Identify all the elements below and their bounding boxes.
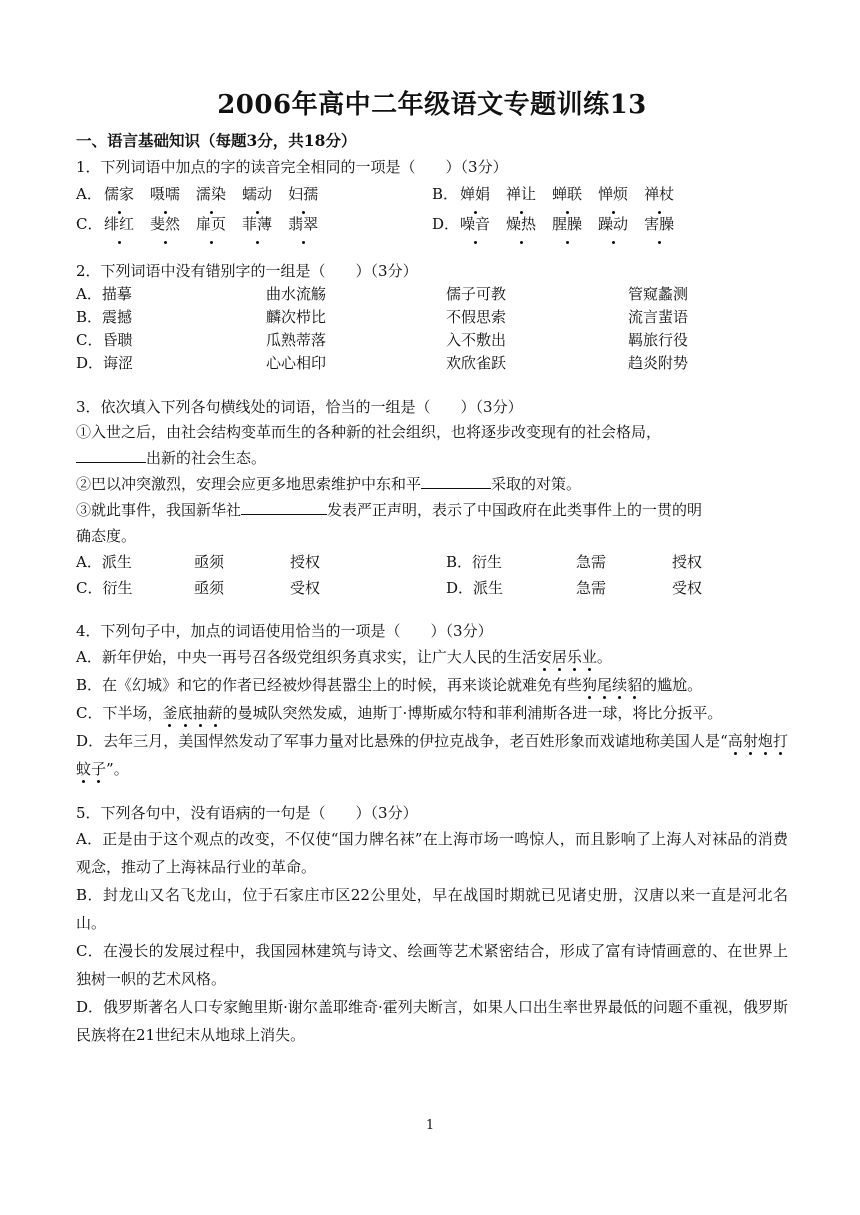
q2-cell: 管窥蠡测 (628, 285, 689, 303)
q1-a-word: 蠕动 (242, 179, 272, 209)
q1-option-d (432, 209, 788, 239)
q3-sentence-3 (76, 497, 788, 549)
q1-a-word: 妇孺 (288, 179, 318, 209)
spacer (76, 783, 788, 801)
q2-cell: 流言蜚语 (628, 308, 689, 326)
q1-options-ab (76, 179, 788, 209)
dotted-char: 蚊 (76, 760, 92, 778)
q3-cell: 急需 (576, 553, 607, 571)
q5-option-b: B．封龙山又名飞龙山，位于石家庄市区22公里处，早在战国时期就已见诸史册，汉唐以来一直是河北名山。 (76, 886, 788, 932)
document-title: 2006年高中二年级语文专题训练13 (217, 90, 647, 120)
q1-b-word: 婵娟 (460, 179, 490, 209)
q1-b-word: 蝉联 (552, 179, 582, 209)
q4-c-tail: 的曼城队突然发威，迪斯丁·博斯威尔特和菲利浦斯各进一球，将比分扳平。 (222, 704, 723, 722)
q4-a-text: A．新年伊始，中央一再号召各级党组织务真求实，让广大人民的生活 (76, 648, 537, 666)
q4-b-dotted (582, 676, 642, 694)
q3-cell: 授权 (290, 553, 321, 571)
q4-a-dotted (537, 648, 597, 666)
q3-cell: 受权 (290, 579, 321, 597)
q4-option-a (76, 643, 788, 671)
dotted-char: 居 (551, 648, 567, 666)
q1-b-word: 惮烦 (598, 179, 628, 209)
q3-cell: 亟须 (194, 579, 225, 597)
dotted-char: 尾 (597, 676, 613, 694)
q5-option-d: D．俄罗斯著名人口专家鲍里斯·谢尔盖耶维奇·霍列夫断言，如果人口出生率世界最低的问题不重视，俄罗斯民族将在21世纪末从地球上消失。 (76, 998, 788, 1044)
dotted-char: 射 (742, 732, 758, 750)
dotted-char: 打 (772, 732, 788, 750)
option-label: B． (432, 185, 459, 203)
q3-s1-tail: 出新的社会生态。 (146, 449, 267, 467)
q4-stem: 4．下列句子中，加点的词语使用恰当的一项是（ ）（3分） (76, 622, 493, 640)
q1-c-word: 绯红 (104, 209, 134, 239)
q2-options-grid (76, 283, 788, 375)
q2-cell: B．震撼 (76, 308, 133, 326)
q3-sentence-1 (76, 419, 788, 471)
dotted-char: 薪 (207, 704, 223, 722)
q4-option-c (76, 699, 788, 727)
q1-b-word: 禅杖 (644, 179, 674, 209)
dotted-char: 抽 (192, 704, 208, 722)
option-label: A． (76, 185, 102, 203)
q2-cell: 麟次栉比 (266, 308, 327, 326)
q4-b-tail: 的尴尬。 (642, 676, 703, 694)
q3-cell: 急需 (576, 579, 607, 597)
q3-cell: 受权 (672, 579, 703, 597)
q2-cell: 曲水流觞 (266, 285, 327, 303)
q3-s3-tail: 发表严正声明，表示了中国政府在此类事件上的一贯的明 (327, 501, 703, 519)
option-label: D． (432, 215, 460, 233)
dotted-char: 业 (581, 648, 597, 666)
q1-d-word: 噪音 (460, 209, 490, 239)
q4-d-tail: ”。 (106, 760, 129, 778)
page-content (76, 84, 788, 1049)
q1-option-b (432, 179, 788, 209)
q3-cell: D．派生 (446, 579, 504, 597)
q3-cell: 授权 (672, 553, 703, 571)
dotted-char: 乐 (566, 648, 582, 666)
q2-cell: 儒子可教 (446, 285, 507, 303)
q3-s1-text: ①入世之后，由社会结构变革而生的各种新的社会组织，也将逐步改变现有的社会格局， (76, 423, 662, 441)
q3-s2-text: ②巴以冲突激烈，安理会应更多地思索维护中东和平 (76, 475, 422, 493)
q3-options-grid (76, 549, 788, 601)
section-heading: 一、语言基础知识（每题3分，共18分） (76, 131, 357, 150)
dotted-char: 底 (177, 704, 193, 722)
dotted-char: 安 (536, 648, 552, 666)
q1-a-word: 儒家 (104, 179, 134, 209)
dotted-char: 子 (91, 760, 107, 778)
q5-stem: 5．下列各句中，没有语病的一句是（ ）（3分） (76, 804, 418, 822)
q3-s2-tail: 采取的对策。 (491, 475, 582, 493)
q2-cell: 不假思索 (446, 308, 507, 326)
q1-d-word: 害臊 (644, 209, 674, 239)
q5-option-c: C．在漫长的发展过程中，我国园林建筑与诗文、绘画等艺术紧密结合，形成了富有诗情画意的、在世界上独树一帜的艺术风格。 (76, 942, 788, 988)
q1-d-word: 躁动 (598, 209, 628, 239)
q1-options-cd (76, 209, 788, 239)
q3-cell: B．衍生 (446, 553, 503, 571)
q1-b-word: 禅让 (506, 179, 536, 209)
page-number: 1 (425, 1118, 435, 1133)
dotted-char: 炮 (757, 732, 773, 750)
dotted-char: 釜 (162, 704, 178, 722)
option-label: C． (76, 215, 103, 233)
q3-sentence-2 (76, 471, 788, 497)
q2-stem: 2．下列词语中没有错别字的一组是（ ）（3分） (76, 262, 418, 280)
q3-cell: C．衍生 (76, 579, 133, 597)
spacer (76, 239, 788, 259)
q2-cell: 心心相印 (266, 354, 327, 372)
q3-cell: A．派生 (76, 553, 132, 571)
dotted-char: 貂 (627, 676, 643, 694)
q1-option-a (76, 179, 432, 209)
q1-c-word: 菲薄 (242, 209, 272, 239)
q2-cell: 趋炎附势 (628, 354, 689, 372)
q4-option-b (76, 671, 788, 699)
q3-blank-3 (241, 497, 327, 515)
q4-d-text: D．去年三月，美国悍然发动了军事力量对比悬殊的伊拉克战争，老百姓形象而戏谑地称美国人是“ (76, 732, 728, 750)
q1-d-word: 燥热 (506, 209, 536, 239)
q2-cell: D．诲涩 (76, 354, 134, 372)
dotted-char: 续 (612, 676, 628, 694)
q4-option-d (76, 727, 788, 783)
q2-cell: A．描摹 (76, 285, 132, 303)
q3-s3-end: 确态度。 (76, 527, 137, 545)
q3-s3-text: ③就此事件，我国新华社 (76, 501, 242, 519)
q3-stem: 3．依次填入下列各句横线处的词语，恰当的一组是（ ）（3分） (76, 398, 523, 416)
q3-cell: 亟须 (194, 553, 225, 571)
q4-c-dotted (162, 704, 222, 722)
dotted-char: 高 (727, 732, 743, 750)
q2-cell: 欢欣雀跃 (446, 354, 507, 372)
q3-blank-2 (421, 471, 491, 489)
q4-a-tail: 。 (596, 648, 612, 666)
q2-cell: 瓜熟蒂落 (266, 331, 327, 349)
q1-a-word: 嗫嚅 (150, 179, 180, 209)
q5-option-a: A．正是由于这个观点的改变，不仅使“国力牌名袜”在上海市场一鸣惊人，而且影响了上海人对袜品的消费观念，推动了上海袜品行业的革命。 (76, 830, 788, 876)
spacer (76, 601, 788, 619)
q1-stem: 1．下列词语中加点的字的读音完全相同的一项是（ ）（3分） (76, 158, 508, 176)
q4-b-text: B．在《幻城》和它的作者已经被炒得甚嚣尘上的时候，再来谈论就难免有些 (76, 676, 583, 694)
spacer (76, 375, 788, 395)
dotted-char: 狗 (582, 676, 598, 694)
q4-c-text: C．下半场， (76, 704, 163, 722)
q2-cell: 入不敷出 (446, 331, 507, 349)
q1-a-word: 濡染 (196, 179, 226, 209)
q3-blank-1 (76, 445, 146, 463)
q1-c-word: 斐然 (150, 209, 180, 239)
q2-cell: C．昏聩 (76, 331, 133, 349)
q1-d-word: 腥臊 (552, 209, 582, 239)
q1-option-c (76, 209, 432, 239)
q2-cell: 羁旅行役 (628, 331, 689, 349)
q1-c-word: 翡翠 (288, 209, 318, 239)
q1-c-word: 扉页 (196, 209, 226, 239)
